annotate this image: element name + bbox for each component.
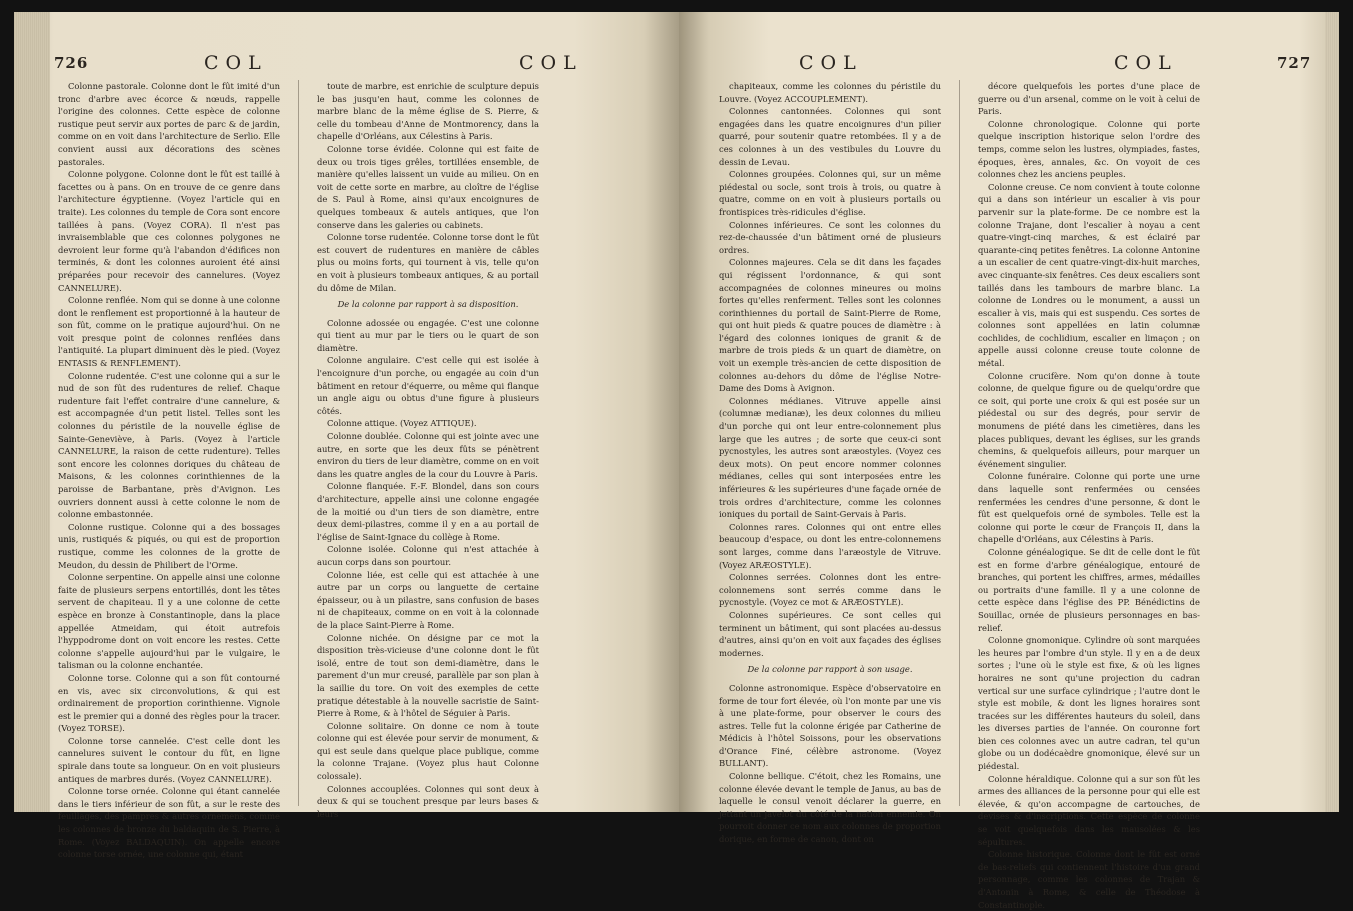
- left-column-2: [317, 80, 539, 819]
- article-paragraph: Colonne torse ornée. Colonne qui étant cannelée dans le tiers inférieur de son fût, a sur le reste des feuillages, des pampres & autres ornemens, comme les colonnes de bronze du baldaquin de S. Pierre, à Rome. (Voyez BALDAQUIN). On appelle encore colonne torse ornée, une colonne qui, étant: [58, 786, 280, 860]
- article-paragraph: Colonne héraldique. Colonne qui a sur son fût les armes des alliances de la personne pour qui elle est élevée, & qu'on accompagne de cartouches, de devises & d'inscriptions. Cette espèce de colonne se voit quelquefois dans les mausolées & les sépultures.: [978, 773, 1200, 847]
- article-paragraph: Colonne polygone. Colonne dont le fût est taillé à facettes ou à pans. On en trouve de ce genre dans l'architecture égyptienne. (Voyez l'article qui en traite). Les colonnes du temple de Cora sont encore taillées à pans. (Voyez CORA). Il n'est pas invraisemblable que ces colonnes polygones ne devroient leur forme qu'à l'abandon d'édifices non terminés, & dont les colonnes auroient été ainsi préparées pour recevoir des cannelures. (Voyez CANNELURE).: [58, 169, 280, 293]
- right-page: [679, 12, 1339, 910]
- article-paragraph: Colonne doublée. Colonne qui est jointe avec une autre, en sorte que les deux fûts se pénètrent environ du tiers de leur diamètre, comme on en voit dans les quatre angles de la cour du Louvre à Paris.: [317, 431, 539, 479]
- article-paragraph: Colonne torse cannelée. C'est celle dont les cannelures suivent le contour du fût, en ligne spirale dans toute sa longueur. On en voit plusieurs antiques de marbres durés. (Voyez CANNELURE).: [58, 735, 280, 784]
- left-head-word-right: COL: [519, 52, 583, 74]
- article-paragraph: Colonne rudentée. C'est une colonne qui a sur le nud de son fût des rudentures de relief. Chaque rudenture fait l'effet contraire d'une cannelure, & est accompagnée d'un petit listel. Telles sont les colonnes du péristile de la nouvelle église de Sainte-Geneviève, à Paris. (Voyez à l'article CANNELURE, la raison de cette rudenture). Telles sont encore les colonnes doriques du château de Maisons, & les colonnes corinthiennes de la paroisse de Barbantane, près d'Avignon. Les ouvriers donnent aussi à cette colonne le nom de colonne embastonnée.: [58, 370, 280, 520]
- article-paragraph: Colonne astronomique. Espèce d'observatoire en forme de tour fort élevée, où l'on monte par une vis à une plate-forme, pour observer le cours des astres. Telle fut la colonne érigée par Catherine de Médicis à l'hôtel Soissons, pour les observations d'Orance Finé, célèbre astronome. (Voyez BULLANT).: [719, 682, 941, 769]
- column-rule: [298, 80, 299, 806]
- left-running-head: [14, 54, 679, 78]
- article-paragraph: toute de marbre, est enrichie de sculpture depuis le bas jusqu'en haut, comme les colonnes de marbre blanc de la même église de S. Pierre, & celle du tombeau d'Anne de Montmorency, dans la chapelle d'Orléans, aux Célestins à Paris.: [317, 81, 539, 142]
- article-paragraph: Colonne flanquée. F.-F. Blondel, dans son cours d'architecture, appelle ainsi une colonne engagée de la moitié ou d'un tiers de son diamètre, entre deux demi-pilastres, comme il y en a au portail de l'église de Saint-Ignace du collège à Rome.: [317, 481, 539, 542]
- section-heading: De la colonne par rapport à son usage.: [747, 664, 913, 675]
- article-paragraph: Colonne serpentine. On appelle ainsi une colonne faite de plusieurs serpens entortillés, dont les têtes servent de chapiteau. Il y a une colonne de cette espèce en bronze à Constantinople, dans la place appellée Atmeidam, qui étoit autrefois l'hyppodrome dont on voit encore les restes. Cette colonne s'appelle aujourd'hui par le vulgaire, le talisman ou la colonne enchantée.: [58, 572, 280, 671]
- left-page: [14, 12, 679, 860]
- article-paragraph: Colonne historique. Colonne dont le fût est orné de bas-reliefs qui contiennent l'histoire d'un grand personnage, comme les colonnes de Trajan & d'Antonin à Rome, & celle de Théodose à Constantinople.: [978, 849, 1200, 910]
- right-page-edge: [1325, 12, 1339, 812]
- article-paragraph: Colonne attique. (Voyez ATTIQUE).: [327, 418, 477, 429]
- article-paragraph: Colonnes accouplées. Colonnes qui sont deux à deux & qui se touchent presque par leurs bases & leurs: [317, 783, 539, 819]
- right-page-columns: [719, 80, 1200, 910]
- article-paragraph: Colonnes médianes. Vitruve appelle ainsi (columnæ medianæ), les deux colonnes du milieu d'un porche qui ont leur entre-colonnement plus large que les autres ; de sorte que ceux-ci sont pycnostyles, les autres sont aræostyles. (Voyez ces deux mots). On peut encore nommer colonnes médianes, celles qui sont interposées entre les inférieures & les supérieures d'une façade ornée de trois ordres d'architecture, comme les colonnes ioniques du portail de Saint-Gervais à Paris.: [719, 395, 941, 520]
- article-paragraph: Colonnes majeures. Cela se dit dans les façades qui régissent l'ordonnance, & qui sont accompagnées de colonnes mineures ou moins fortes qu'elles renferment. Telles sont les colonnes corinthiennes du portail de Saint-Pierre de Rome, qui ont huit pieds & quatre pouces de diamètre : à l'égard des colonnes ioniques de granit & de marbre de trois pieds & un quart de diamètre, on voit un exemple très-ancien de cette disposition de colonnes au-dehors du dôme de l'église Notre-Dame des Doms à Avignon.: [719, 257, 941, 394]
- article-paragraph: Colonne torse. Colonne qui a son fût contourné en vis, avec six circonvolutions, & qui est ordinairement de proportion corinthienne. Vignole est le premier qui a donné des règles pour la tracer. (Voyez TORSE).: [58, 672, 280, 734]
- right-page-number: 727: [1277, 54, 1312, 72]
- article-paragraph: Colonnes rares. Colonnes qui ont entre elles beaucoup d'espace, ou dont les entre-colonnemens sont larges, comme dans l'aræostyle de Vitruve. (Voyez ARÆOSTYLE).: [719, 521, 941, 570]
- right-head-word: COL: [799, 52, 863, 74]
- article-paragraph: Colonne pastorale. Colonne dont le fût imité d'un tronc d'arbre avec écorce & nœuds, rappelle l'origine des colonnes. Cette espèce de colonne rustique peut servir aux portes de parc & de jardin, comme on en voit dans l'architecture de Serlio. Elle convient aussi aux décorations des scènes pastorales.: [58, 81, 280, 167]
- article-paragraph: Colonne liée, est celle qui est attachée à une autre par un corps ou languette de certaine épaisseur, ou à un pilastre, sans confusion de bases ni de chapiteaux, comme on en voit à la colonnade de la place Saint-Pierre à Rome.: [317, 569, 539, 630]
- article-paragraph: Colonne gnomonique. Cylindre où sont marquées les heures par l'ombre d'un style. Il y en a de deux sortes ; l'une où le style est fixe, & où les lignes horaires ne sont qu'une projection du cadran vertical sur une surface cylindrique ; l'autre dont le style est mobile, & dont les lignes horaires sont tracées sur les différentes hauteurs du soleil, dans les diverses parties de l'année. On couronne fort bien ces colonnes avec un autre cadran, tel qu'un globe ou un dodécaèdre gnomonique, élevé sur un piédestal.: [978, 635, 1200, 772]
- article-paragraph: Colonne torse évidée. Colonne qui est faite de deux ou trois tiges grêles, tortillées ensemble, de manière qu'elles laissent un vuide au milieu. On en voit de cette sorte en marbre, au cloître de l'église de S. Paul à Rome, ainsi qu'aux encoignures de quelques tombeaux & autels antiques, que l'on conserve dans les galeries ou cabinets.: [317, 143, 539, 230]
- article-paragraph: Colonnes inférieures. Ce sont les colonnes du rez-de-chaussée d'un bâtiment orné de plusieurs ordres.: [719, 219, 941, 255]
- article-paragraph: Colonne angulaire. C'est celle qui est isolée à l'encoignure d'un porche, ou engagée au coin d'un bâtiment en retour d'équerre, ou même qui flanque un angle aigu ou obtus d'une figure à plusieurs côtés.: [317, 355, 539, 416]
- article-paragraph: décore quelquefois les portes d'une place de guerre ou d'un arsenal, comme on le voit à celui de Paris.: [978, 81, 1200, 117]
- left-page-edge: [14, 12, 50, 812]
- article-paragraph: chapiteaux, comme les colonnes du péristile du Louvre. (Voyez ACCOUPLEMENT).: [719, 81, 941, 104]
- book-spread: [14, 12, 1339, 910]
- article-paragraph: Colonne rustique. Colonne qui a des bossages unis, rustiqués & piqués, ou qui est de proportion rustique, comme les colonnes de la grotte de Meudon, du dessin de Philibert de l'Orme.: [58, 521, 280, 570]
- right-column-2: [978, 80, 1200, 910]
- article-paragraph: Colonnes supérieures. Ce sont celles qui terminent un bâtiment, qui sont placées au-dessus d'autres, ainsi qu'on en voit aux façades des églises modernes.: [719, 609, 941, 658]
- section-heading: De la colonne par rapport à sa disposition.: [337, 299, 519, 310]
- left-page-number: 726: [54, 54, 89, 72]
- article-paragraph: Colonnes cantonnées. Colonnes qui sont engagées dans les quatre encoignures d'un pilier quarré, pour soutenir quatre retombées. Il y a de ces colonnes à un des vestibules du Louvre du dessin de Levau.: [719, 106, 941, 167]
- article-paragraph: Colonne chronologique. Colonne qui porte quelque inscription historique selon l'ordre des temps, comme selon les lustres, olympiades, fastes, époques, ères, annales, &c. On voyoit de ces colonnes chez les anciens peuples.: [978, 118, 1200, 180]
- article-paragraph: Colonne renflée. Nom qui se donne à une colonne dont le renflement est proportionné à la hauteur de son fût, comme on le pratique aujourd'hui. On ne voit presque point de colonnes renflées dans l'antiquité. La plupart diminuent dès le pied. (Voyez ENTASIS & RENFLEMENT).: [58, 295, 280, 369]
- article-paragraph: Colonne crucifère. Nom qu'on donne à toute colonne, de quelque figure ou de quelqu'ordre que ce soit, qui porte une croix & qui est posée sur un piédestal ou sur des degrés, pour servir de monumens de piété dans les cimetières, dans les places publiques, devant les églises, sur les grands chemins, & quelquefois ailleurs, pour marquer un événement singulier.: [978, 370, 1200, 469]
- article-paragraph: Colonnes serrées. Colonnes dont les entre-colonnemens sont serrés comme dans le pycnostyle. (Voyez ce mot & ARÆOSTYLE).: [719, 572, 941, 608]
- article-paragraph: Colonne adossée ou engagée. C'est une colonne qui tient au mur par le tiers ou le quart de son diamètre.: [317, 317, 539, 353]
- article-paragraph: Colonne funéraire. Colonne qui porte une urne dans laquelle sont renfermées ou censées renfermées les cendres d'une personne, & dont le fût est quelquefois orné de symboles. Telle est la colonne qui porte le cœur de François II, dans la chapelle d'Orléans, aux Célestins à Paris.: [978, 471, 1200, 545]
- left-head-word: COL: [204, 52, 268, 74]
- article-paragraph: Colonnes groupées. Colonnes qui, sur un même piédestal ou socle, sont trois à trois, ou quatre à quatre, comme on en voit à plusieurs portails ou frontispices très-ridicules d'église.: [719, 169, 941, 217]
- article-paragraph: Colonne solitaire. On donne ce nom à toute colonne qui est élevée pour servir de monument, & qui est seule dans quelque place publique, comme la colonne Trajane. (Voyez plus haut Colonne colossale).: [317, 720, 539, 782]
- article-paragraph: Colonne isolée. Colonne qui n'est attachée à aucun corps dans son pourtour.: [317, 544, 539, 567]
- left-page-columns: [58, 80, 539, 860]
- article-paragraph: Colonne généalogique. Se dit de celle dont le fût est en forme d'arbre généalogique, entouré de branches, qui portent les chiffres, armes, médailles ou portraits d'une famille. Il y a une colonne de cette espèce dans l'église des PP. Bénédictins de Souillac, ornée de plusieurs personnages en bas-relief.: [978, 546, 1200, 633]
- left-column-1: [58, 80, 280, 860]
- column-rule: [959, 80, 960, 806]
- article-paragraph: Colonne nichée. On désigne par ce mot la disposition très-vicieuse d'une colonne dont le fût isolé, entre de tout son demi-diamètre, dans le parement d'un mur creusé, parallèle par son plan à la saillie du tore. On voit des exemples de cette pratique détestable à la nouvelle sacristie de Saint-Pierre à Rome, & à l'hôtel de Séguier à Paris.: [317, 632, 539, 719]
- right-head-word-right: COL: [1114, 52, 1178, 74]
- right-column-1: [719, 80, 941, 845]
- article-paragraph: Colonne creuse. Ce nom convient à toute colonne qui a dans son intérieur un escalier à vis pour parvenir sur la plate-forme. De ce nombre est la colonne Trajane, dont l'escalier à noyau a cent quatre-vingt-cinq marches, & est éclairé par quarante-cinq petites fenêtres. La colonne Antonine a un escalier de cent quatre-vingt-dix-huit marches, avec cinquante-six fenêtres. Ces deux escaliers sont taillés dans les tambours de marbre blanc. La colonne de Londres ou le monument, a aussi un escalier à vis, mais qui est suspendu. Ces sortes de colonnes sont appellées en latin columnæ cochlides, de cochlidium, escalier en limaçon ; on appelle aussi colonne creuse toute colonne de métal.: [978, 181, 1200, 369]
- article-paragraph: Colonne torse rudentée. Colonne torse dont le fût est couvert de rudentures en manière de câbles plus ou moins forts, qui tournent à vis, telle qu'on en voit à plusieurs tombeaux antiques, & au portail du dôme de Milan.: [317, 232, 539, 293]
- article-paragraph: Colonne bellique. C'étoit, chez les Romains, une colonne élevée devant le temple de Janus, au bas de laquelle le consul venoit déclarer la guerre, en jettant un javelot du côté de la nation ennemie. On pourroit donner ce nom aux colonnes de proportion dorique, en forme de canon, dont on: [719, 771, 941, 845]
- right-running-head: [679, 54, 1339, 78]
